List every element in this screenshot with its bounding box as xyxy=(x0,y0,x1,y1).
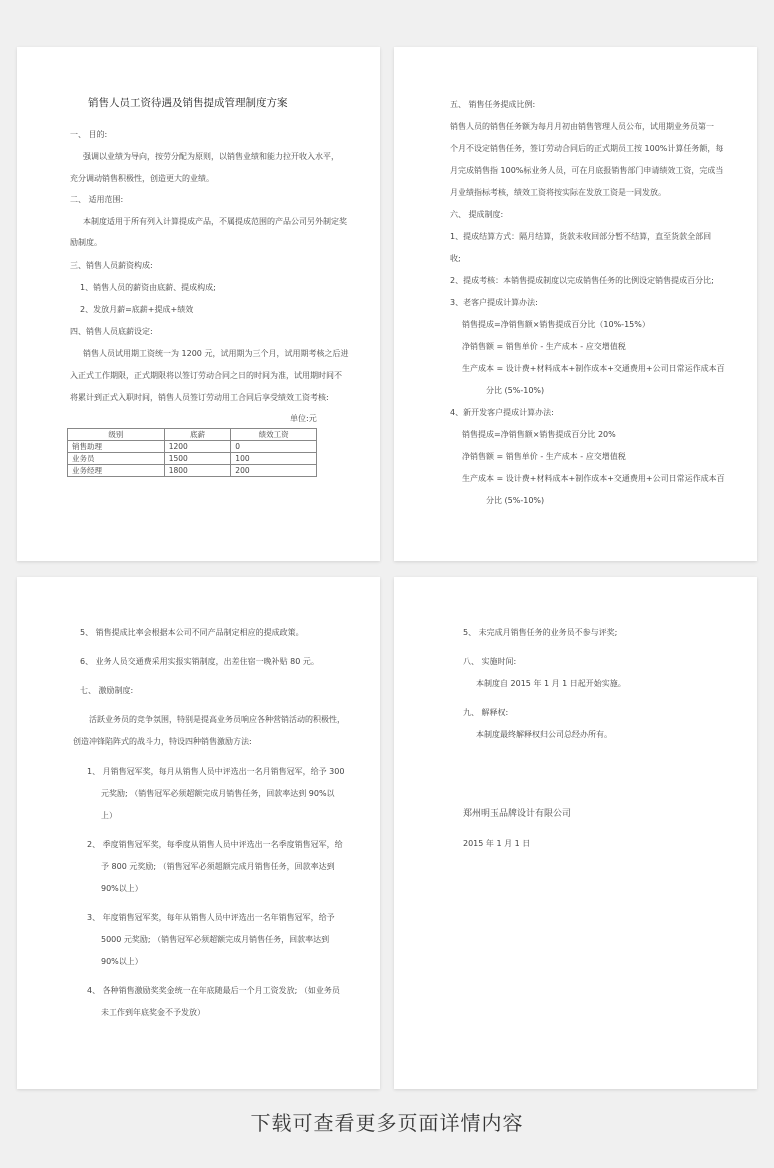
formula-line: 净销售额 = 销售单价 - 生产成本 - 应交增值税 xyxy=(462,342,626,351)
list-item: 2、发放月薪=底薪+提成+绩效 xyxy=(80,305,194,314)
table-cell: 业务员 xyxy=(68,453,165,465)
formula-line: 生产成本 = 设计费+材料成本+制作成本+交通费用+公司日常运作成本百 xyxy=(462,474,725,483)
list-item: 予 800 元奖励; （销售冠军必须超额完成月销售任务，回款率达到 xyxy=(101,862,335,871)
paragraph-line: 励制度。 xyxy=(70,238,102,247)
table-cell: 销售助理 xyxy=(68,441,165,453)
table-cell: 0 xyxy=(231,441,317,453)
paragraph-line: 销售人员试用期工资统一为 1200 元，试用期为三个月，试用期考核之后进 xyxy=(83,349,349,358)
section-heading: 六、 提成制度: xyxy=(450,210,504,219)
list-item: 4、 各种销售激励奖奖金统一在年底随最后一个月工资发放; （如业务员 xyxy=(87,986,340,995)
section-heading: 五、 销售任务提成比例: xyxy=(450,100,536,109)
section-heading: 二、 适用范围: xyxy=(70,195,124,204)
paragraph-line: 月业绩指标考核，绩效工资将按实际在发放工资是一同发放。 xyxy=(450,188,666,197)
table-cell: 1500 xyxy=(164,453,231,465)
formula-line: 净销售额 = 销售单价 - 生产成本 - 应交增值税 xyxy=(462,452,626,461)
list-item: 未工作到年底奖金不予发放） xyxy=(101,1008,205,1017)
paragraph-line: 个月不设定销售任务，签订劳动合同后的正式期员工按 100%计算任务额，每 xyxy=(450,144,724,153)
document-date: 2015 年 1 月 1 日 xyxy=(463,839,531,848)
paragraph-line: 创造冲锋陷阵式的战斗力，特设四种销售激励方法: xyxy=(73,737,252,746)
paragraph-line: 活跃业务员的竞争氛围，特别是提高业务员响应各种营销活动的积极性， xyxy=(89,715,345,724)
list-item: 2、提成考核：本销售提成制度以完成销售任务的比例设定销售提成百分比; xyxy=(450,276,714,285)
list-item: 1、销售人员的薪资由底薪、提成构成; xyxy=(80,283,216,292)
list-item: 5、 销售提成比率会根据本公司不同产品制定相应的提成政策。 xyxy=(80,628,304,637)
paragraph-line: 强调以业绩为导向，按劳分配为原则，以销售业绩和能力拉开收入水平， xyxy=(83,152,339,161)
list-item: 上） xyxy=(101,811,117,820)
table-cell: 100 xyxy=(231,453,317,465)
list-item: 收; xyxy=(450,254,461,263)
paragraph-line: 销售人员的销售任务额为每月月初由销售管理人员公布，试用期业务员第一 xyxy=(450,122,714,131)
document-page-2 xyxy=(394,47,757,561)
page-title: 销售人员工资待遇及销售提成管理制度方案 xyxy=(88,97,288,109)
section-heading: 七、 激励制度: xyxy=(80,686,134,695)
unit-label: 单位:元 xyxy=(290,414,317,423)
table-header-cell: 绩效工资 xyxy=(231,429,317,441)
formula-line: 销售提成=净销售额×销售提成百分比 20% xyxy=(462,430,616,439)
list-item: 3、 年度销售冠军奖，每年从销售人员中评选出一名年销售冠军，给予 xyxy=(87,913,335,922)
list-item: 5、 未完成月销售任务的业务员不参与评奖; xyxy=(463,628,618,637)
table-cell: 1200 xyxy=(164,441,231,453)
salary-table xyxy=(67,428,317,477)
paragraph-line: 将累计到正式入职时间，销售人员签订劳动用工合同后享受绩效工资考核: xyxy=(70,393,329,402)
table-cell: 业务经理 xyxy=(68,465,165,477)
list-item: 1、提成结算方式：隔月结算，货款未收回部分暂不结算，直至货款全部回 xyxy=(450,232,712,241)
list-item: 6、 业务人员交通费采用实报实销制度，出差住宿一晚补贴 80 元。 xyxy=(80,657,319,666)
section-heading: 九、 解释权: xyxy=(463,708,509,717)
table-row xyxy=(68,441,317,453)
table-header-row xyxy=(68,429,317,441)
section-heading: 四、销售人员底薪设定: xyxy=(70,327,153,336)
download-more-caption: 下载可查看更多页面详情内容 xyxy=(250,1111,524,1135)
document-page-1 xyxy=(17,47,380,561)
list-item: 90%以上） xyxy=(101,957,143,966)
list-item: 元奖励; （销售冠军必须超额完成月销售任务，回款率达到 90%以 xyxy=(101,789,335,798)
company-name: 郑州明玉品牌设计有限公司 xyxy=(463,809,572,819)
list-item: 90%以上） xyxy=(101,884,143,893)
table-header-cell: 底薪 xyxy=(164,429,231,441)
document-page-4 xyxy=(394,577,757,1089)
paragraph-line: 本制度适用于所有列入计算提成产品，不属提成范围的产品公司另外制定奖 xyxy=(83,217,347,226)
paragraph-line: 本制度最终解释权归公司总经办所有。 xyxy=(476,730,612,739)
table-cell: 200 xyxy=(231,465,317,477)
list-item: 2、 季度销售冠军奖，每季度从销售人员中评选出一名季度销售冠军，给 xyxy=(87,840,343,849)
paragraph-line: 充分调动销售积极性，创造更大的业绩。 xyxy=(70,174,214,183)
paragraph-line: 本制度自 2015 年 1 月 1 日起开始实施。 xyxy=(476,679,626,688)
formula-line: 分比 (5%-10%) xyxy=(486,386,545,395)
section-heading: 一、 目的: xyxy=(70,130,108,139)
paragraph-line: 月完成销售指 100%标业务人员，可在月底报销售部门申请绩效工资，完成当 xyxy=(450,166,724,175)
section-heading: 八、 实施时间: xyxy=(463,657,517,666)
section-heading: 三、销售人员薪资构成: xyxy=(70,261,153,270)
paragraph-line: 入正式工作期限，正式期限将以签订劳动合同之日的时间为准，试用期时间不 xyxy=(70,371,342,380)
list-item: 1、 月销售冠军奖，每月从销售人员中评选出一名月销售冠军，给予 300 xyxy=(87,767,345,776)
formula-line: 分比 (5%-10%) xyxy=(486,496,545,505)
list-item: 3、老客户提成计算办法: xyxy=(450,298,538,307)
table-header-cell: 级别 xyxy=(68,429,165,441)
document-page-3 xyxy=(17,577,380,1089)
table-cell: 1800 xyxy=(164,465,231,477)
formula-line: 生产成本 = 设计费+材料成本+制作成本+交通费用+公司日常运作成本百 xyxy=(462,364,725,373)
list-item: 4、新开发客户提成计算办法: xyxy=(450,408,554,417)
list-item: 5000 元奖励; （销售冠军必须超额完成月销售任务，回款率达到 xyxy=(101,935,330,944)
table-row xyxy=(68,453,317,465)
table-row xyxy=(68,465,317,477)
formula-line: 销售提成=净销售额×销售提成百分比（10%-15%） xyxy=(462,320,650,329)
